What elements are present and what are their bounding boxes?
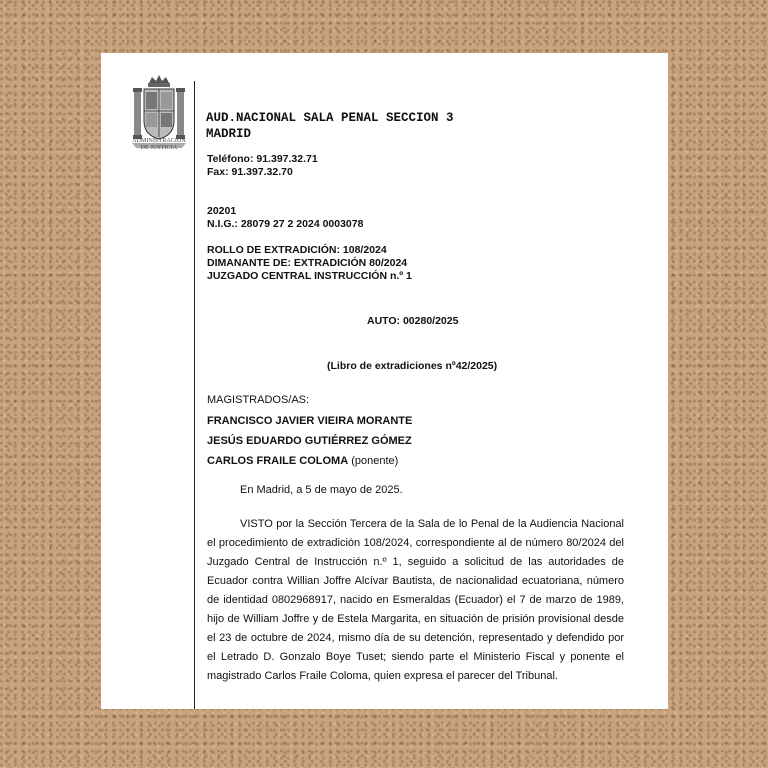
magistrado-1: FRANCISCO JAVIER VIEIRA MORANTE — [207, 415, 413, 427]
magistrado-3-row — [207, 451, 412, 471]
magistrado-2: JESÚS EDUARDO GUTIÉRREZ GÓMEZ — [207, 435, 412, 447]
case-codes — [207, 205, 363, 231]
date-line: En Madrid, a 5 de mayo de 2025. — [240, 484, 403, 496]
visto-paragraph: VISTO por la Sección Tercera de la Sala de lo Penal de la Audiencia Nacional el procedimiento de extradición 108/2024, correspondiente al de número 80/2024 del Juzgado Central de Instrucción n.º 1, seguido a solicitud de las autoridades de Ecuador contra Willian Joffre Alcívar Bautista, de nacionalidad ecuatoriana, número de identidad 0802968917, nacido en Esmeraldas (Ecuador) el 7 de marzo de 1989, hijo de William Joffre y de Estela Margarita, en situación de prisión provisional desde el 23 de octubre de 2024, mismo día de su detención, representado y defendido por el Letrado D. Gonzalo Boye Tuset; siendo parte el Ministerio Fiscal y ponente el magistrado Carlos Fraile Coloma, quien expresa el parecer del Tribunal. — [207, 518, 624, 682]
document-page — [101, 53, 668, 709]
court-name — [206, 110, 454, 142]
case-code: 20201 — [207, 205, 237, 217]
margin-divider — [194, 81, 195, 709]
nig: N.I.G.: 28079 27 2 2024 0003078 — [207, 218, 364, 230]
seal-text-line1: ADMINISTRACION — [132, 138, 186, 144]
juzgado: JUZGADO CENTRAL INSTRUCCIÓN n.º 1 — [207, 270, 412, 282]
court-line2: MADRID — [206, 127, 252, 141]
seal-text-line2: DE JUSTICIA — [140, 144, 178, 151]
libro-reference: (Libro de extradiciones nº42/2025) — [327, 360, 498, 372]
seal-caption — [129, 138, 189, 151]
court-line1: AUD.NACIONAL SALA PENAL SECCION 3 — [206, 111, 454, 125]
magistrados-list — [207, 411, 412, 471]
magistrados-label: MAGISTRADOS/AS: — [207, 394, 310, 406]
case-references — [207, 244, 412, 283]
rollo: ROLLO DE EXTRADICIÓN: 108/2024 — [207, 244, 387, 256]
ponente-label: (ponente) — [348, 455, 399, 467]
fax: Fax: 91.397.32.70 — [207, 166, 293, 178]
telefono: Teléfono: 91.397.32.71 — [207, 153, 318, 165]
dimanante: DIMANANTE DE: EXTRADICIÓN 80/2024 — [207, 257, 408, 269]
auto-number: AUTO: 00280/2025 — [367, 315, 459, 327]
magistrado-3: CARLOS FRAILE COLOMA — [207, 455, 349, 467]
contact-block — [207, 153, 318, 179]
